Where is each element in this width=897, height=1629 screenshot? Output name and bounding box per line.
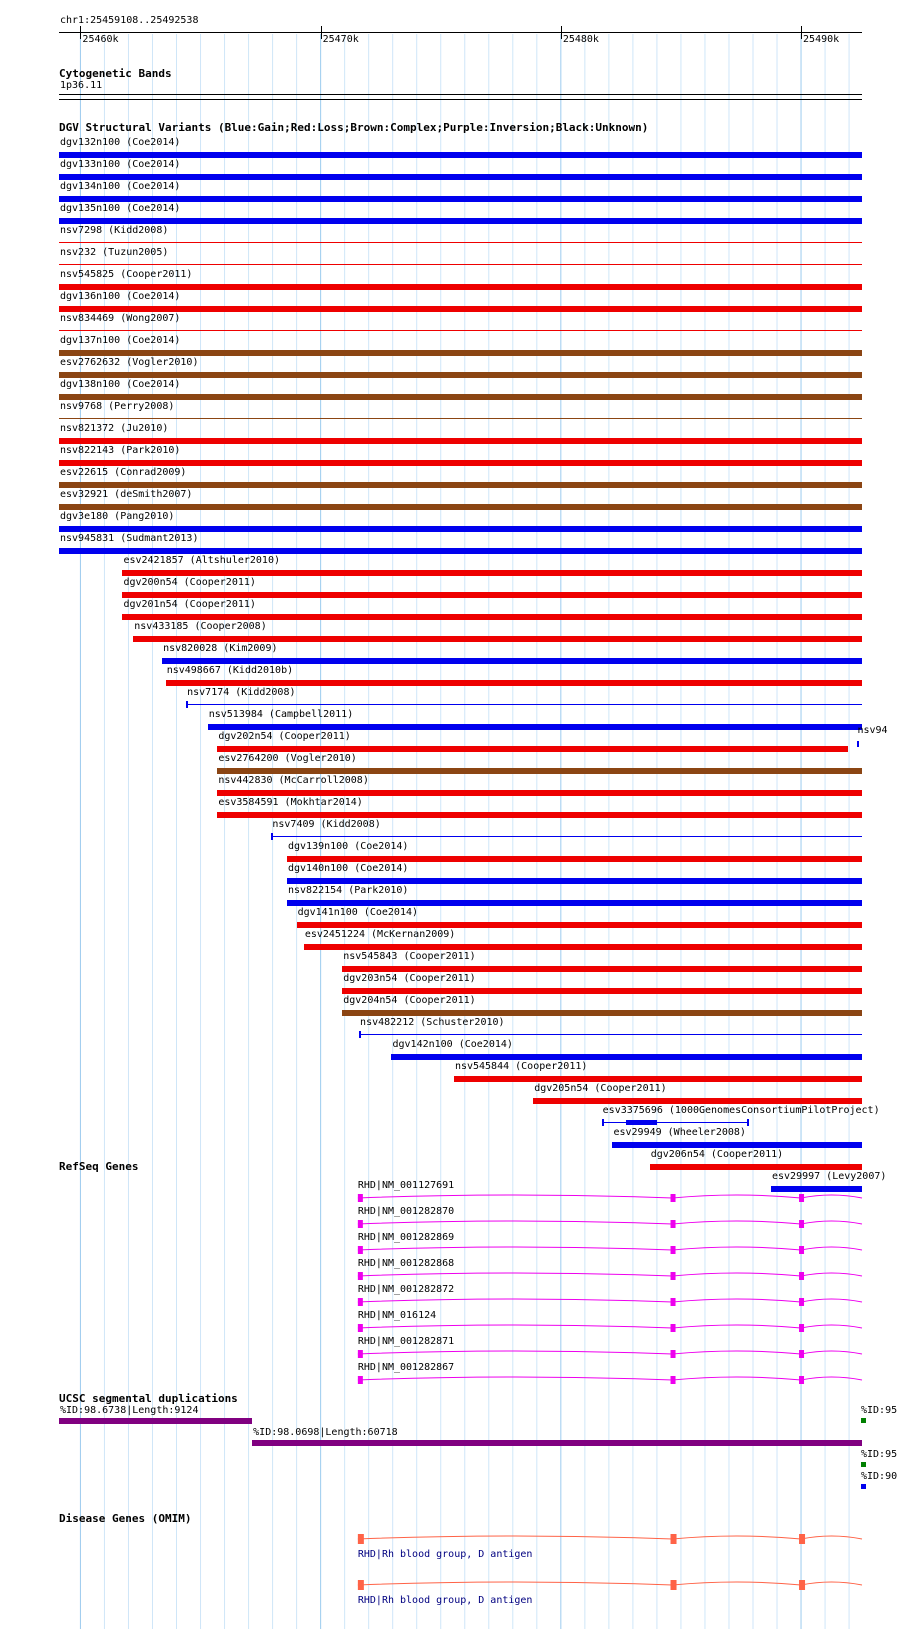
exon-block bbox=[358, 1272, 363, 1280]
exon-block bbox=[358, 1298, 363, 1306]
omim-exon-block bbox=[358, 1580, 364, 1590]
ruler-tick bbox=[801, 26, 802, 39]
dgv-title: DGV Structural Variants (Blue:Gain;Red:Loss;Brown:Complex;Purple:Inversion;Black:Unknown) bbox=[59, 121, 649, 134]
variant-bar bbox=[342, 1010, 862, 1016]
omim-exon-block bbox=[799, 1534, 805, 1544]
transcript-model bbox=[0, 1294, 890, 1310]
variant-label: dgv200n54 (Cooper2011) bbox=[123, 577, 256, 588]
variant-label: nsv7174 (Kidd2008) bbox=[187, 687, 296, 698]
cytobands-title: Cytogenetic Bands bbox=[59, 67, 172, 80]
intron-line bbox=[358, 1377, 862, 1380]
variant-label: dgv206n54 (Cooper2011) bbox=[650, 1149, 784, 1160]
exon-block bbox=[799, 1324, 804, 1332]
segdup-side-label: %ID:95 bbox=[861, 1449, 897, 1460]
variant-bar bbox=[297, 922, 862, 928]
variant-bar bbox=[59, 242, 862, 243]
variant-bar bbox=[122, 614, 862, 620]
segdup-label: %ID:98.0698|Length:60718 bbox=[253, 1427, 398, 1438]
variant-bar bbox=[208, 724, 862, 730]
variant-bar bbox=[342, 988, 862, 994]
variant-label: dgv134n100 (Coe2014) bbox=[60, 181, 181, 192]
omim-exon-block bbox=[358, 1534, 364, 1544]
transcript-model bbox=[0, 1216, 890, 1232]
variant-label: nsv545844 (Cooper2011) bbox=[454, 1061, 588, 1072]
variant-label: nsv945831 (Sudmant2013) bbox=[60, 533, 199, 544]
variant-label: nsv822154 (Park2010) bbox=[288, 885, 409, 896]
transcript-model bbox=[0, 1268, 890, 1284]
variant-bar bbox=[59, 548, 862, 554]
variant-label: dgv142n100 (Coe2014) bbox=[392, 1039, 513, 1050]
variant-bar bbox=[59, 460, 862, 466]
variant-label: esv2764200 (Vogler2010) bbox=[218, 753, 357, 764]
omim-gene-model bbox=[0, 1577, 890, 1593]
variant-start-cap bbox=[271, 833, 273, 840]
ruler-axis bbox=[59, 32, 862, 33]
variant-label: dgv205n54 (Cooper2011) bbox=[534, 1083, 667, 1094]
ruler-tick bbox=[561, 26, 562, 39]
variant-bar bbox=[612, 1142, 862, 1148]
variant-label: dgv204n54 (Cooper2011) bbox=[343, 995, 476, 1006]
ruler-tick-label: 25470k bbox=[322, 34, 359, 45]
variant-inner-box bbox=[626, 1120, 657, 1125]
intron-line bbox=[358, 1299, 862, 1302]
segdups-title: UCSC segmental duplications bbox=[59, 1392, 238, 1405]
omim-intron-line bbox=[358, 1582, 862, 1585]
variant-bar bbox=[59, 264, 862, 265]
exon-block bbox=[799, 1220, 804, 1228]
variant-bar bbox=[342, 966, 862, 972]
variant-bar bbox=[602, 1122, 749, 1123]
intron-line bbox=[358, 1325, 862, 1328]
omim-title: Disease Genes (OMIM) bbox=[59, 1512, 192, 1525]
variant-label: dgv203n54 (Cooper2011) bbox=[343, 973, 476, 984]
variant-label: dgv137n100 (Coe2014) bbox=[60, 335, 181, 346]
variant-label: esv3584591 (Mokhtar2014) bbox=[218, 797, 363, 808]
variant-bar bbox=[271, 836, 862, 837]
transcript-label: RHD|NM_001282870 bbox=[357, 1206, 455, 1217]
variant-start-cap bbox=[186, 701, 188, 708]
variant-bar bbox=[59, 196, 862, 202]
variant-label: nsv7298 (Kidd2008) bbox=[60, 225, 169, 236]
variant-start-cap bbox=[602, 1119, 604, 1126]
exon-block bbox=[799, 1194, 804, 1202]
segdup-side-label: %ID:95 bbox=[861, 1405, 897, 1416]
segdup-side-mark bbox=[861, 1462, 866, 1467]
variant-bar bbox=[217, 812, 862, 818]
variant-label: nsv232 (Tuzun2005) bbox=[60, 247, 169, 258]
transcript-label: RHD|NM_001282872 bbox=[357, 1284, 455, 1295]
variant-label: nsv513984 (Campbell2011) bbox=[208, 709, 354, 720]
ruler-tick-label: 25460k bbox=[82, 34, 119, 45]
variant-bar bbox=[650, 1164, 862, 1170]
cytoband-label: 1p36.11 bbox=[60, 80, 103, 91]
variant-bar bbox=[59, 350, 862, 356]
transcript-model bbox=[0, 1320, 890, 1336]
exon-block bbox=[671, 1324, 676, 1332]
exon-block bbox=[358, 1350, 363, 1358]
variant-bar bbox=[59, 152, 862, 158]
side-variant-mark bbox=[857, 741, 859, 747]
variant-label: nsv498667 (Kidd2010b) bbox=[166, 665, 294, 676]
variant-label: dgv132n100 (Coe2014) bbox=[60, 137, 181, 148]
variant-label: esv2421857 (Altshuler2010) bbox=[123, 555, 280, 566]
variant-bar bbox=[133, 636, 862, 642]
variant-bar bbox=[59, 372, 862, 378]
variant-label: nsv7409 (Kidd2008) bbox=[272, 819, 381, 830]
variant-label: nsv820028 (Kim2009) bbox=[163, 643, 278, 654]
variant-label: dgv201n54 (Cooper2011) bbox=[123, 599, 256, 610]
variant-bar bbox=[287, 900, 862, 906]
transcript-label: RHD|NM_001127691 bbox=[357, 1180, 455, 1191]
exon-block bbox=[358, 1376, 363, 1384]
variant-bar bbox=[122, 592, 862, 598]
intron-line bbox=[358, 1221, 862, 1224]
segdup-bar bbox=[59, 1418, 252, 1424]
exon-block bbox=[358, 1246, 363, 1254]
variant-label: dgv139n100 (Coe2014) bbox=[288, 841, 409, 852]
variant-label: nsv545825 (Cooper2011) bbox=[60, 269, 193, 280]
exon-block bbox=[358, 1324, 363, 1332]
segdup-bar bbox=[252, 1440, 862, 1446]
variant-label: nsv545843 (Cooper2011) bbox=[343, 951, 476, 962]
transcript-label: RHD|NM_001282867 bbox=[357, 1362, 455, 1373]
variant-label: esv29997 (Levy2007) bbox=[772, 1171, 887, 1182]
exon-block bbox=[799, 1298, 804, 1306]
variant-bar bbox=[59, 284, 862, 290]
variant-label: dgv202n54 (Cooper2011) bbox=[218, 731, 351, 742]
variant-label: nsv834469 (Wong2007) bbox=[60, 313, 181, 324]
exon-block bbox=[671, 1298, 676, 1306]
transcript-label: RHD|NM_016124 bbox=[357, 1310, 437, 1321]
variant-label: esv3375696 (1000GenomesConsortiumPilotProject) bbox=[602, 1105, 880, 1116]
variant-bar bbox=[287, 878, 862, 884]
exon-block bbox=[358, 1220, 363, 1228]
variant-bar bbox=[166, 680, 862, 686]
transcript-label: RHD|NM_001282868 bbox=[357, 1258, 455, 1269]
variant-bar bbox=[59, 418, 862, 419]
variant-bar bbox=[217, 746, 848, 752]
variant-label: esv32921 (deSmith2007) bbox=[60, 489, 193, 500]
exon-block bbox=[799, 1246, 804, 1254]
exon-block bbox=[671, 1220, 676, 1228]
transcript-label: RHD|NM_001282869 bbox=[357, 1232, 455, 1243]
variant-label: dgv136n100 (Coe2014) bbox=[60, 291, 181, 302]
transcript-model bbox=[0, 1190, 890, 1206]
variant-bar bbox=[59, 330, 862, 331]
segdup-side-mark bbox=[861, 1484, 866, 1489]
variant-end-cap bbox=[747, 1119, 749, 1126]
intron-line bbox=[358, 1351, 862, 1354]
exon-block bbox=[671, 1376, 676, 1384]
segdup-side-mark bbox=[861, 1418, 866, 1423]
variant-bar bbox=[59, 174, 862, 180]
variant-bar bbox=[59, 438, 862, 444]
variant-bar bbox=[287, 856, 862, 862]
location-label: chr1:25459108..25492538 bbox=[60, 15, 199, 26]
intron-line bbox=[358, 1247, 862, 1250]
variant-start-cap bbox=[359, 1031, 361, 1038]
variant-label: nsv433185 (Cooper2008) bbox=[134, 621, 267, 632]
omim-exon-block bbox=[799, 1580, 805, 1590]
transcript-model bbox=[0, 1346, 890, 1362]
side-variant-label: nsv94 bbox=[857, 725, 888, 736]
variant-bar bbox=[186, 704, 862, 705]
variant-label: dgv140n100 (Coe2014) bbox=[288, 863, 409, 874]
variant-label: nsv9768 (Perry2008) bbox=[60, 401, 175, 412]
variant-label: nsv821372 (Ju2010) bbox=[60, 423, 169, 434]
variant-label: esv29949 (Wheeler2008) bbox=[613, 1127, 746, 1138]
ruler-tick bbox=[80, 26, 81, 39]
transcript-label: RHD|NM_001282871 bbox=[357, 1336, 455, 1347]
variant-label: dgv135n100 (Coe2014) bbox=[60, 203, 181, 214]
variant-bar bbox=[217, 790, 862, 796]
ruler-tick-label: 25490k bbox=[803, 34, 840, 45]
variant-label: dgv133n100 (Coe2014) bbox=[60, 159, 181, 170]
variant-label: dgv138n100 (Coe2014) bbox=[60, 379, 181, 390]
cytoband-line-bottom bbox=[59, 99, 862, 100]
variant-bar bbox=[59, 482, 862, 488]
variant-bar bbox=[454, 1076, 862, 1082]
variant-bar bbox=[391, 1054, 862, 1060]
segdup-label: %ID:98.6738|Length:9124 bbox=[60, 1405, 199, 1416]
refseq-title: RefSeq Genes bbox=[59, 1160, 139, 1173]
variant-label: nsv442830 (McCarroll2008) bbox=[218, 775, 369, 786]
variant-label: dgv141n100 (Coe2014) bbox=[297, 907, 419, 918]
variant-label: esv2762632 (Vogler2010) bbox=[60, 357, 199, 368]
exon-block bbox=[671, 1350, 676, 1358]
omim-gene-label: RHD|Rh blood group, D antigen bbox=[357, 1549, 533, 1560]
variant-label: esv22615 (Conrad2009) bbox=[60, 467, 187, 478]
omim-intron-line bbox=[358, 1536, 862, 1539]
variant-bar bbox=[59, 504, 862, 510]
transcript-model bbox=[0, 1372, 890, 1388]
omim-gene-model bbox=[0, 1531, 890, 1547]
variant-bar bbox=[359, 1034, 862, 1035]
variant-label: nsv822143 (Park2010) bbox=[60, 445, 181, 456]
variant-label: nsv482212 (Schuster2010) bbox=[360, 1017, 505, 1028]
exon-block bbox=[358, 1194, 363, 1202]
variant-bar bbox=[59, 306, 862, 312]
variant-bar bbox=[59, 526, 862, 532]
cytoband-line-top bbox=[59, 94, 862, 95]
omim-exon-block bbox=[671, 1534, 677, 1544]
exon-block bbox=[671, 1272, 676, 1280]
ruler-tick bbox=[321, 26, 322, 39]
transcript-model bbox=[0, 1242, 890, 1258]
variant-label: esv2451224 (McKernan2009) bbox=[304, 929, 456, 940]
exon-block bbox=[799, 1376, 804, 1384]
exon-block bbox=[799, 1272, 804, 1280]
variant-bar bbox=[122, 570, 862, 576]
exon-block bbox=[799, 1350, 804, 1358]
intron-line bbox=[358, 1195, 862, 1198]
exon-block bbox=[671, 1194, 676, 1202]
omim-gene-label: RHD|Rh blood group, D antigen bbox=[357, 1595, 533, 1606]
omim-exon-block bbox=[671, 1580, 677, 1590]
variant-bar bbox=[59, 218, 862, 224]
variant-bar bbox=[59, 394, 862, 400]
variant-label: dgv3e180 (Pang2010) bbox=[60, 511, 175, 522]
intron-line bbox=[358, 1273, 862, 1276]
variant-bar bbox=[217, 768, 862, 774]
variant-bar bbox=[162, 658, 862, 664]
variant-bar bbox=[533, 1098, 862, 1104]
exon-block bbox=[671, 1246, 676, 1254]
ruler-tick-label: 25480k bbox=[562, 34, 599, 45]
variant-bar bbox=[304, 944, 862, 950]
segdup-side-label: %ID:90 bbox=[861, 1471, 897, 1482]
